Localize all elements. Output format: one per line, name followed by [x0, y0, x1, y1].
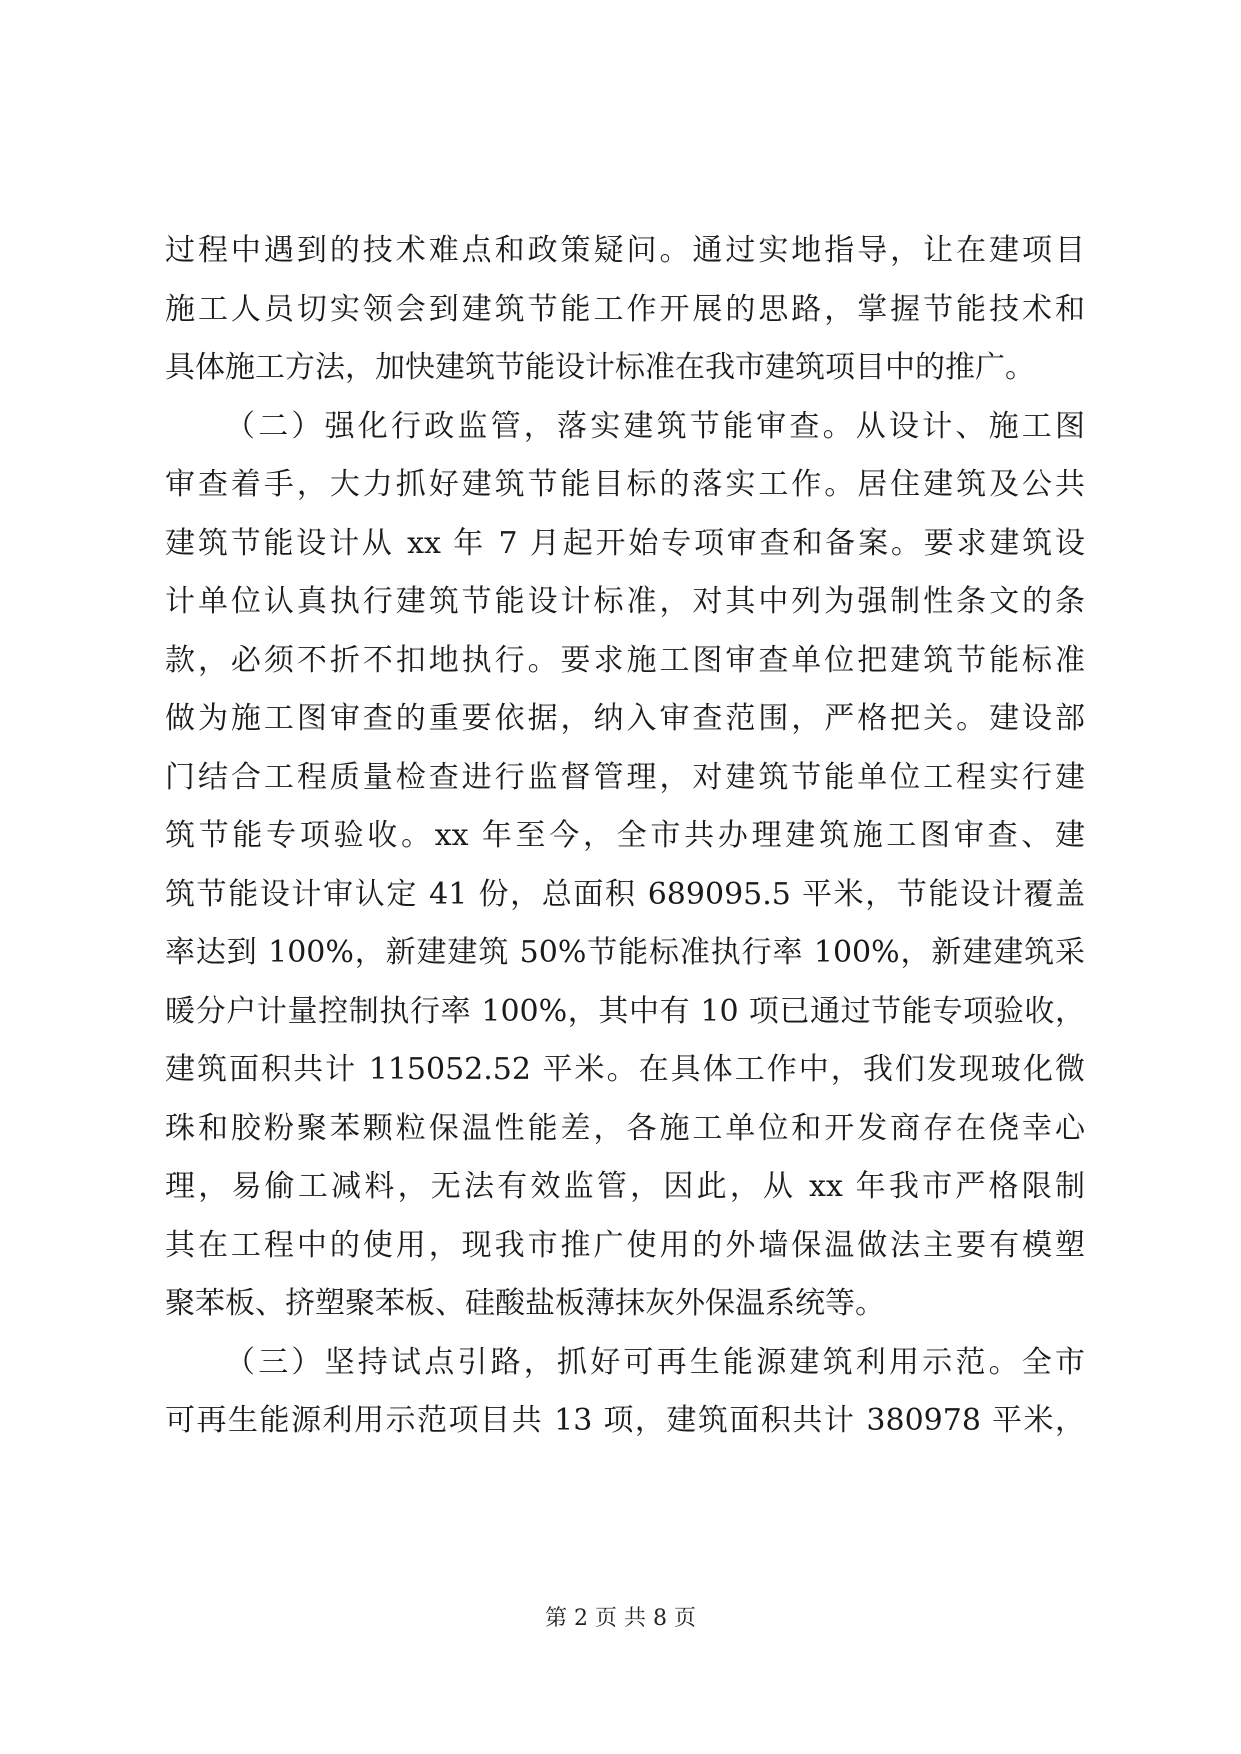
text-line: 筑节能设计审认定 41 份，总面积 689095.5 平米，节能设计覆盖 — [165, 876, 1085, 912]
text-line: 珠和胶粉聚苯颗粒保温性能差，各施工单位和开发商存在侥幸心 — [165, 1110, 1085, 1146]
text-line: 具体施工方法，加快建筑节能设计标准在我市建筑项目中的推广。 — [165, 350, 1035, 385]
text-line: 可再生能源利用示范项目共 13 项，建筑面积共计 380978 平米， — [165, 1403, 1085, 1438]
document-body — [165, 222, 1085, 1451]
text-line: 建筑节能设计从 xx 年 7 月起开始专项审查和备案。要求建筑设 — [165, 525, 1085, 561]
text-line: 做为施工图审查的重要依据，纳入审查范围，严格把关。建设部 — [165, 701, 1085, 736]
text-line: 理，易偷工减料，无法有效监管，因此，从 xx 年我市严格限制 — [165, 1169, 1085, 1204]
paragraph-heading-line: （三）坚持试点引路，抓好可再生能源建筑利用示范。全市 — [225, 1344, 1085, 1380]
page-footer: 第 2 页 共 8 页 — [545, 1606, 696, 1631]
text-line: 款，必须不折不扣地执行。要求施工图审查单位把建筑节能标准 — [165, 642, 1085, 678]
text-line: 施工人员切实领会到建筑节能工作开展的思路，掌握节能技术和 — [165, 291, 1085, 327]
text-line: 门结合工程质量检查进行监督管理，对建筑节能单位工程实行建 — [165, 759, 1085, 795]
text-line: 筑节能专项验收。xx 年至今，全市共办理建筑施工图审查、建 — [165, 818, 1085, 853]
text-line: 聚苯板、挤塑聚苯板、硅酸盐板薄抹灰外保温系统等。 — [165, 1286, 885, 1321]
text-line: 其在工程中的使用，现我市推广使用的外墙保温做法主要有模塑 — [165, 1227, 1085, 1263]
text-line: 暖分户计量控制执行率 100%，其中有 10 项已通过节能专项验收， — [165, 993, 1085, 1029]
text-line: 审查着手，大力抓好建筑节能目标的落实工作。居住建筑及公共 — [165, 467, 1085, 502]
text-line: 建筑面积共计 115052.52 平米。在具体工作中，我们发现玻化微 — [165, 1052, 1085, 1087]
text-line: 率达到 100%，新建建筑 50%节能标准执行率 100%，新建建筑采 — [165, 935, 1085, 970]
paragraph-heading-line: （二）强化行政监管，落实建筑节能审查。从设计、施工图 — [225, 408, 1085, 444]
text-line: 过程中遇到的技术难点和政策疑问。通过实地指导，让在建项目 — [165, 233, 1085, 268]
text-line: 计单位认真执行建筑节能设计标准，对其中列为强制性条文的条 — [165, 584, 1085, 619]
